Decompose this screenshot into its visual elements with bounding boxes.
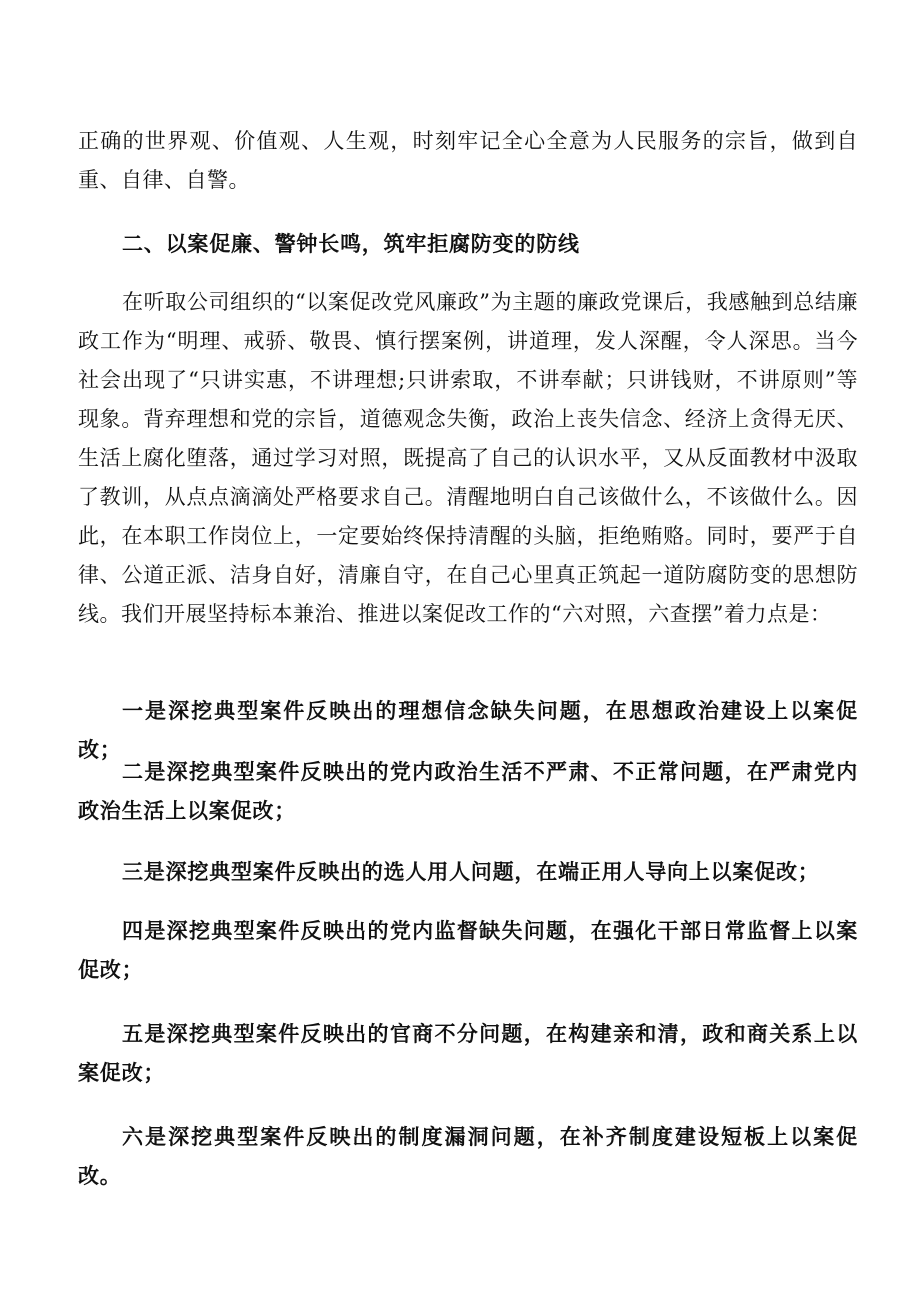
point-item-5: 五是深挖典型案件反映出的官商不分问题，在构建亲和清，政和商关系上以案促改； xyxy=(78,1022,858,1085)
point-item-2: 二是深挖典型案件反映出的党内政治生活不严肃、不正常问题，在严肃党内政治生活上以案促改； xyxy=(78,760,858,823)
point-item-1: 一是深挖典型案件反映出的理想信念缺失问题，在思想政治建设上以案促改； xyxy=(78,699,858,762)
section-heading: 二、以案促廉、警钟长鸣，筑牢拒腐防变的防线 xyxy=(122,232,580,256)
point-item-3: 三是深挖典型案件反映出的选人用人问题，在端正用人导向上以案促改； xyxy=(122,860,820,884)
point-item-4: 四是深挖典型案件反映出的党内监督缺失问题，在强化干部日常监督上以案促改； xyxy=(78,919,858,982)
body-paragraph: 在听取公司组织的“以案促改党风廉政”为主题的廉政党课后，我感触到总结廉政工作为“明理、戒骄、敬畏、慎行摆案例，讲道理，发人深醒，令人深思。当今社会出现了“只讲实惠，不讲理想;只讲索取，不讲奉献；只讲钱财，不讲原则”等现象。背弃理想和党的宗旨，道德观念失衡，政治上丧失信念、经济上贪得无厌、生活上腐化堕落，通过学习对照，既提高了自己的认识水平，又从反面教材中汲取了教训，从点点滴滴处严格要求自己。清醒地明白自己该做什么，不该做什么。因此，在本职工作岗位上，一定要始终保持清醒的头脑，拒绝贿赂。同时，要严于自律、公道正派、洁身自好，清廉自守，在自己心里真正筑起一道防腐防变的思想防线。我们开展坚持标本兼治、推进以案促改工作的“六对照，六查摆”着力点是： xyxy=(78,290,858,626)
point-item-6: 六是深挖典型案件反映出的制度漏洞问题，在补齐制度建设短板上以案促改。 xyxy=(78,1125,858,1188)
intro-paragraph: 正确的世界观、价值观、人生观，时刻牢记全心全意为人民服务的宗旨，做到自重、自律、自警。 xyxy=(78,129,858,192)
